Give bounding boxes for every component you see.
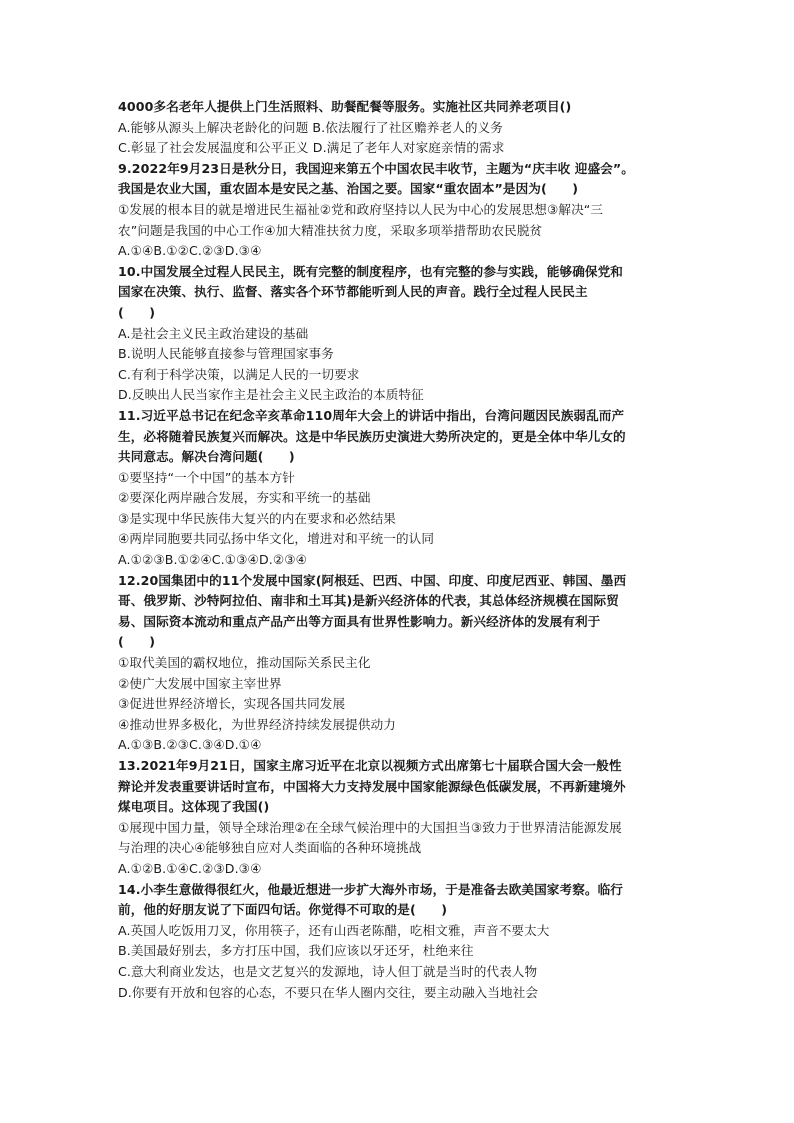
question-text-line: 煤电项目。这体现了我国() [118, 799, 270, 815]
option-line: D.反映出人民当家作主是社会主义民主政治的本质特征 [118, 387, 424, 403]
option-line: D.你要有开放和包容的心态，不要只在华人圈内交往，要主动融入当地社会 [118, 984, 539, 1000]
question-text-line: 国家在决策、执行、监督、落实各个环节都能听到人民的声音。践行全过程人民民主 [118, 284, 588, 300]
question-text-line: 前，他的好朋友说了下面四句话。你觉得不可取的是( ) [118, 902, 448, 918]
option-line: A.①③B.②③C.③④D.①④ [118, 737, 262, 753]
question-text-line: 11.习近平总书记在纪念辛亥革命110周年大会上的讲话中指出，台湾问题因民族弱乱而产 [118, 407, 625, 423]
option-line: ②要深化两岸融合发展，夯实和平统一的基础 [118, 490, 371, 506]
question-text-line: 12.20国集团中的11个发展中国家(阿根廷、巴西、中国、印度、印度尼西亚、韩国、墨西 [118, 572, 627, 588]
question-text-line: ( ) [118, 634, 156, 650]
question-text-line: 辩论并发表重要讲话时宣布，中国将大力支持发展中国家能源绿色低碳发展，不再新建境外 [118, 778, 626, 794]
option-line: ①发展的根本目的就是增进民生福祉②党和政府坚持以人民为中心的发展思想③解决“三 [118, 201, 604, 217]
question-text-line: 14.小李生意做得很红火，他最近想进一步扩大海外市场，于是准备去欧美国家考察。临行 [118, 881, 623, 897]
question-text-line: 哥、俄罗斯、沙特阿拉伯、南非和土耳其)是新兴经济体的代表，其总体经济规模在国际贸 [118, 593, 619, 609]
option-line: ①展现中国力量，领导全球治理②在全球气候治理中的大国担当③致力于世界清洁能源发展 [118, 819, 622, 835]
option-line: 与治理的决心④能够独自应对人类面临的各种环境挑战 [118, 840, 422, 856]
option-line: ①要坚持“一个中国”的基本方针 [118, 469, 295, 485]
option-line: B.说明人民能够直接参与管理国家事务 [118, 346, 334, 362]
question-text-line: 易、国际资本流动和重点产品产出等方面具有世界性影响力。新兴经济体的发展有利于 [118, 613, 601, 629]
option-line: 农”问题是我国的中心工作④加大精准扶贫力度，采取多项举措帮助农民脱贫 [118, 222, 543, 238]
option-line: A.①④B.①②C.②③D.③④ [118, 243, 262, 259]
question-text-line: 9.2022年9月23日是秋分日，我国迎来第五个中国农民丰收节，主题为“庆丰收 迎盛会”。 [118, 160, 634, 176]
option-line: ④推动世界多极化，为世界经济持续发展提供动力 [118, 716, 396, 732]
option-line: C.有利于科学决策，以满足人民的一切要求 [118, 366, 360, 382]
option-line: A.能够从源头上解决老龄化的问题 B.依法履行了社区赡养老人的义务 [118, 119, 503, 135]
option-line: ③促进世界经济增长，实现各国共同发展 [118, 696, 346, 712]
question-text-line: 我国是农业大国，重农固本是安民之基、治国之要。国家“重农固本”是因为( ) [118, 181, 579, 197]
question-text-line: 4000多名老年人提供上门生活照料、助餐配餐等服务。实施社区共同养老项目() [118, 99, 572, 114]
option-line: A.是社会主义民主政治建设的基础 [118, 325, 309, 341]
option-line: ④两岸同胞要共同弘扬中华文化，增进对和平统一的认同 [118, 531, 435, 547]
question-text-line: 共同意志。解决台湾问题( ) [118, 449, 295, 465]
option-line: ②使广大发展中国家主宰世界 [118, 675, 282, 691]
question-text-line: 13.2021年9月21日，国家主席习近平在北京以视频方式出席第七十届联合国大会一般性 [118, 758, 622, 773]
exam-page [118, 97, 698, 1003]
option-line: ①取代美国的霸权地位，推动国际关系民主化 [118, 655, 371, 671]
option-line: A.英国人吃饭用刀叉，你用筷子，还有山西老陈醋，吃相文雅，声音不要太大 [118, 922, 550, 938]
option-line: B.美国最好别去，多方打压中国，我们应该以牙还牙，杜绝来往 [118, 943, 474, 959]
question-text-line: ( ) [118, 304, 156, 320]
option-line: A.①②③B.①②④C.①③④D.②③④ [118, 552, 308, 568]
option-line: ③是实现中华民族伟大复兴的内在要求和必然结果 [118, 510, 396, 526]
option-line: C.意大利商业发达，也是文艺复兴的发源地，诗人但丁就是当时的代表人物 [118, 963, 538, 979]
option-line: C.彰显了社会发展温度和公平正义 D.满足了老年人对家庭亲情的需求 [118, 140, 505, 156]
option-line: A.①②B.①④C.②③D.③④ [118, 860, 262, 876]
question-text-line: 10.中国发展全过程人民民主，既有完整的制度程序，也有完整的参与实践，能够确保党和 [118, 263, 623, 279]
question-text-line: 生，必将随着民族复兴而解决。这是中华民族历史演进大势所决定的，更是全体中华儿女的 [118, 428, 626, 444]
